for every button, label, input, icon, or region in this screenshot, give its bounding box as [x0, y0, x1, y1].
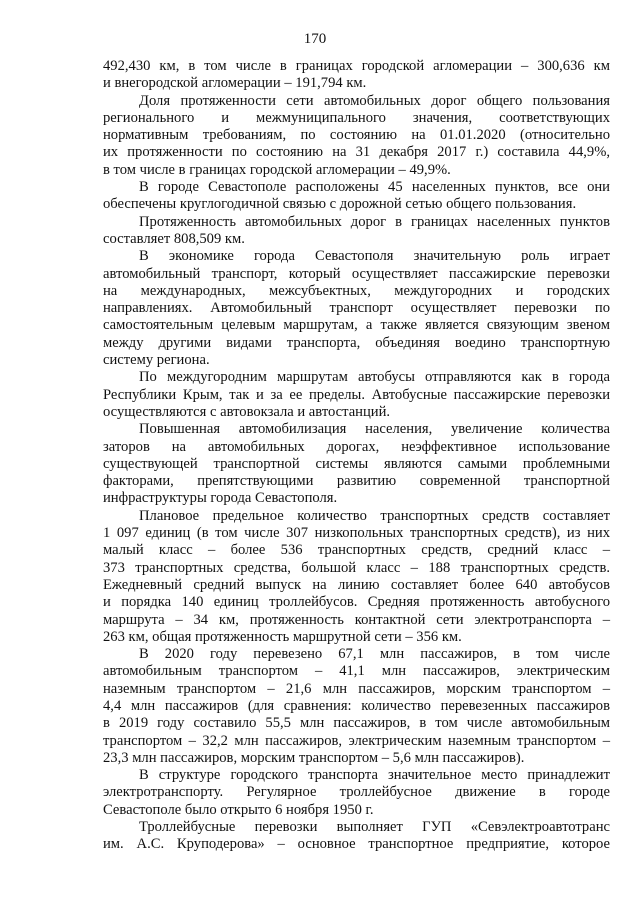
text-line: в 2019 году составило 55,5 млн пассажиров, в том числе автомобильным — [103, 715, 610, 732]
paragraph — [103, 421, 610, 507]
text-line: самостоятельным целевым маршрутам, а также является связующим звеном — [103, 317, 610, 334]
paragraph — [103, 214, 610, 249]
text-line: Троллейбусные перевозки выполняет ГУП «Севэлектроавтотранс — [139, 819, 610, 836]
text-line: их протяженности по состоянию на 31 декабря 2017 г.) составила 44,9%, — [103, 144, 610, 161]
paragraph — [103, 767, 610, 819]
text-line: автомобильным транспортом – 41,1 млн пассажиров, электрическим — [103, 663, 610, 680]
paragraph — [103, 58, 610, 93]
text-line: Севастополе было открыто 6 ноября 1950 г. — [103, 801, 374, 818]
paragraph — [103, 369, 610, 421]
text-line: заторов на автомобильных дорогах, неэффективное использование — [103, 438, 610, 455]
text-line: составляет 808,509 км. — [103, 230, 245, 247]
text-line: 1 097 единиц (в том числе 307 низкопольных транспортных средств), из них — [103, 525, 610, 542]
text-line: Протяженность автомобильных дорог в границах населенных пунктов — [139, 213, 610, 230]
text-line: регионального и межмуниципального значения, соответствующих — [103, 109, 610, 126]
text-line: между другими видами транспорта, объединяя воедино транспортную — [103, 334, 610, 351]
text-line: 373 транспортных средства, большой класс – 188 транспортных средств. — [103, 559, 610, 576]
text-line: осуществляются с автовокзала и автостанций. — [103, 403, 391, 420]
text-line: обеспечены круглогодичной связью с дорожной сетью общего пользования. — [103, 196, 577, 213]
text-line: 492,430 км, в том числе в границах городской агломерации – 300,636 км — [103, 58, 610, 74]
text-line: нормативным требованиям, по состоянию на 01.01.2020 (относительно — [103, 127, 610, 144]
text-line: Республики Крым, так и за ее пределы. Автобусные пассажирские перевозки — [103, 386, 610, 403]
paragraph — [103, 508, 610, 646]
text-line: направлениях. Автомобильный транспорт осуществляет перевозки по — [103, 300, 610, 317]
text-line: Повышенная автомобилизация населения, увеличение количества — [139, 421, 610, 438]
text-line: малый класс – более 536 транспортных средств, средний класс – — [103, 542, 610, 559]
text-line: электротранспорту. Регулярное троллейбусное движение в городе — [103, 784, 610, 801]
text-line: В городе Севастополе расположены 45 населенных пунктов, все они — [139, 179, 610, 196]
text-line: Доля протяженности сети автомобильных дорог общего пользования — [139, 92, 610, 109]
text-line: существующей транспортной системы являются самыми проблемными — [103, 455, 610, 472]
paragraph — [103, 819, 610, 854]
paragraph — [103, 248, 610, 369]
text-line: транспортом – 32,2 млн пассажиров, электрическим наземным транспортом – — [103, 732, 610, 749]
text-line: на международных, межсубъектных, междугородних и городских — [103, 282, 610, 299]
text-line: инфраструктуры города Севастополя. — [103, 490, 338, 507]
text-line: им. А.С. Круподерова» – основное транспортное предприятие, которое — [103, 836, 610, 853]
text-line: систему региона. — [103, 352, 210, 369]
text-line: маршрута – 34 км, протяженность контактной сети электротранспорта – — [103, 611, 610, 628]
text-line: наземным транспортом – 21,6 млн пассажиров, морским транспортом – — [103, 680, 610, 697]
text-line: В 2020 году перевезено 67,1 млн пассажиров, в том числе — [139, 646, 610, 663]
document-body — [103, 58, 610, 854]
paragraph — [103, 93, 610, 179]
text-line: факторами, препятствующими развитию современной транспортной — [103, 473, 610, 490]
paragraph — [103, 646, 610, 767]
text-line: и порядка 140 единиц троллейбусов. Средняя протяженность автобусного — [103, 594, 610, 611]
text-line: в том числе в границах городской агломерации – 49,9%. — [103, 161, 451, 178]
text-line: 23,3 млн пассажиров, морским транспортом – 5,6 млн пассажиров). — [103, 749, 525, 766]
text-line: Ежедневный средний выпуск на линию составляет более 640 автобусов — [103, 576, 610, 593]
text-line: В структуре городского транспорта значительное место принадлежит — [139, 767, 610, 784]
text-line: Плановое предельное количество транспортных средств составляет — [139, 507, 610, 524]
paragraph — [103, 179, 610, 214]
text-line: В экономике города Севастополя значительную роль играет — [139, 248, 610, 265]
text-line: и внегородской агломерации – 191,794 км. — [103, 75, 367, 92]
page-number: 170 — [303, 31, 327, 47]
text-line: По междугородним маршрутам автобусы отправляются как в города — [139, 369, 610, 386]
text-line: автомобильный транспорт, который осуществляет пассажирские перевозки — [103, 265, 610, 282]
text-line: 4,4 млн пассажиров (для сравнения: количество перевезенных пассажиров — [103, 697, 610, 714]
text-line: 263 км, общая протяженность маршрутной сети – 356 км. — [103, 628, 462, 645]
